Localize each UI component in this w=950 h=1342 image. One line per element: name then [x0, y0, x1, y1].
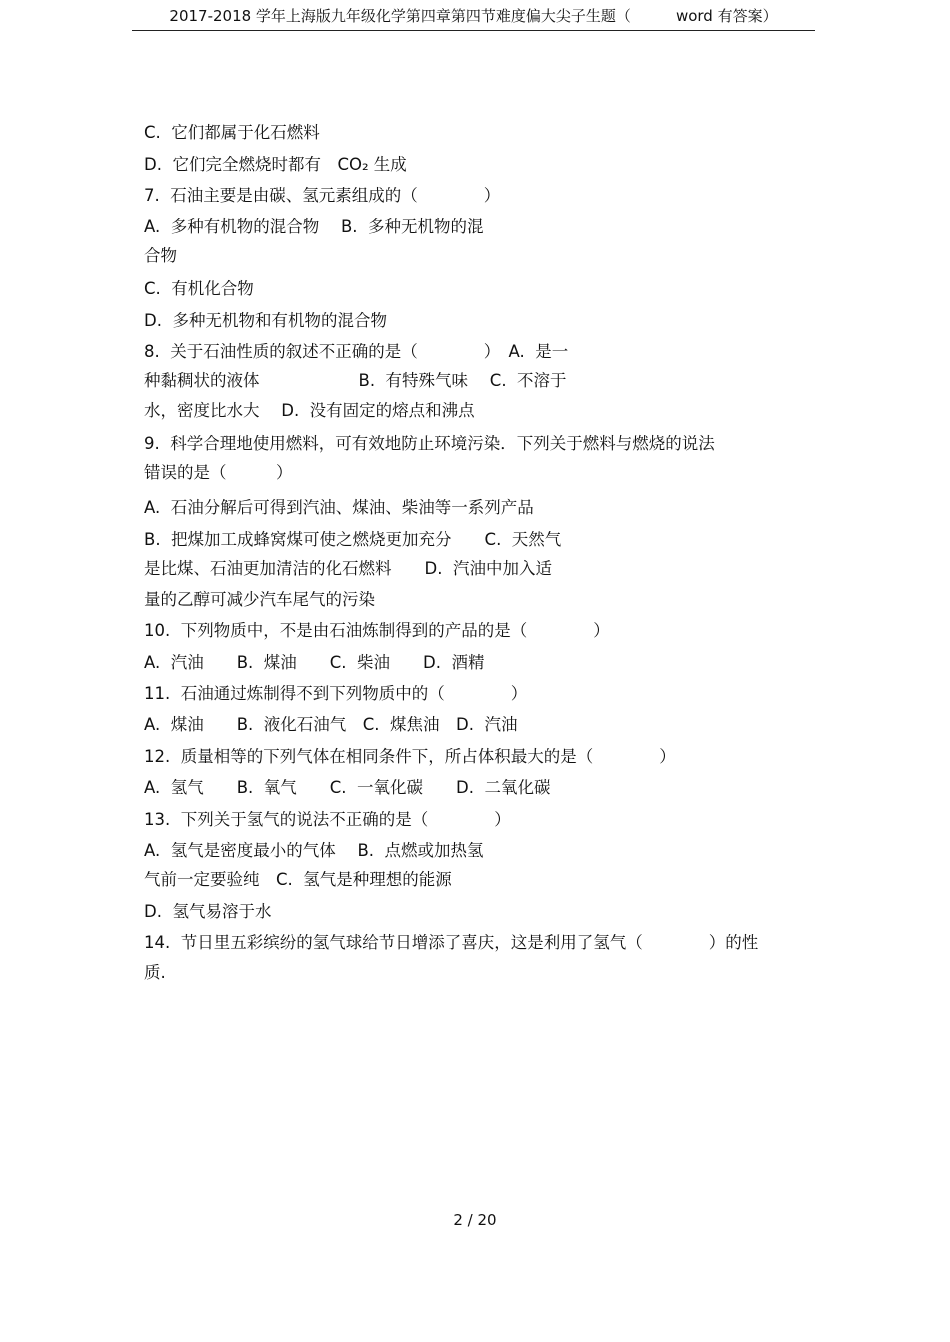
- text-line: 合物: [144, 246, 177, 265]
- text-line: A. 氢气是密度最小的气体 B. 点燃或加热氢: [144, 841, 484, 860]
- text-line: 质.: [144, 963, 166, 982]
- text-line: B. 把煤加工成蜂窝煤可使之燃烧更加充分 C. 天然气: [144, 530, 562, 549]
- text-line: C. 它们都属于化石燃料: [144, 123, 320, 142]
- text-line: A. 汽油 B. 煤油 C. 柴油 D. 酒精: [144, 653, 485, 672]
- text-line: 12. 质量相等的下列气体在相同条件下，所占体积最大的是（ ）: [144, 747, 676, 766]
- text-line: 量的乙醇可减少汽车尾气的污染: [144, 590, 375, 609]
- text-line: 9. 科学合理地使用燃料，可有效地防止环境污染．下列关于燃料与燃烧的说法: [144, 434, 715, 453]
- text-line: 10. 下列物质中，不是由石油炼制得到的产品的是（ ）: [144, 621, 610, 640]
- text-line: D. 它们完全燃烧时都有 CO₂ 生成: [144, 155, 407, 174]
- page-number: 2 / 20: [453, 1211, 497, 1229]
- text-line: 7. 石油主要是由碳、氢元素组成的（ ）: [144, 186, 501, 205]
- text-line: 是比煤、石油更加清洁的化石燃料 D. 汽油中加入适: [144, 559, 552, 578]
- text-line: 14. 节日里五彩缤纷的氢气球给节日增添了喜庆，这是利用了氢气（ ）的性: [144, 933, 759, 952]
- text-line: 8. 关于石油性质的叙述不正确的是（ ） A. 是一: [144, 342, 569, 361]
- text-line: 气前一定要验纯 C. 氢气是种理想的能源: [144, 870, 452, 889]
- text-line: D. 多种无机物和有机物的混合物: [144, 311, 387, 330]
- text-line: D. 氢气易溶于水: [144, 902, 272, 921]
- text-line: C. 有机化合物: [144, 279, 254, 298]
- header-title: 2017-2018 学年上海版九年级化学第四章第四节难度偏大尖子生题（ word 有答案）: [169, 7, 778, 25]
- text-line: 11. 石油通过炼制得不到下列物质中的（ ）: [144, 684, 528, 703]
- page-header: [132, 6, 815, 31]
- text-line: 13. 下列关于氢气的说法不正确的是（ ）: [144, 810, 511, 829]
- text-line: A. 多种有机物的混合物 B. 多种无机物的混: [144, 217, 484, 236]
- text-line: A. 氢气 B. 氧气 C. 一氧化碳 D. 二氧化碳: [144, 778, 551, 797]
- text-line: A. 煤油 B. 液化石油气 C. 煤焦油 D. 汽油: [144, 715, 518, 734]
- text-line: 水，密度比水大 D. 没有固定的熔点和沸点: [144, 401, 475, 420]
- text-line: 种黏稠状的液体 B. 有特殊气味 C. 不溶于: [144, 371, 567, 390]
- text-line: A. 石油分解后可得到汽油、煤油、柴油等一系列产品: [144, 498, 534, 517]
- text-line: 错误的是（ ）: [144, 463, 293, 482]
